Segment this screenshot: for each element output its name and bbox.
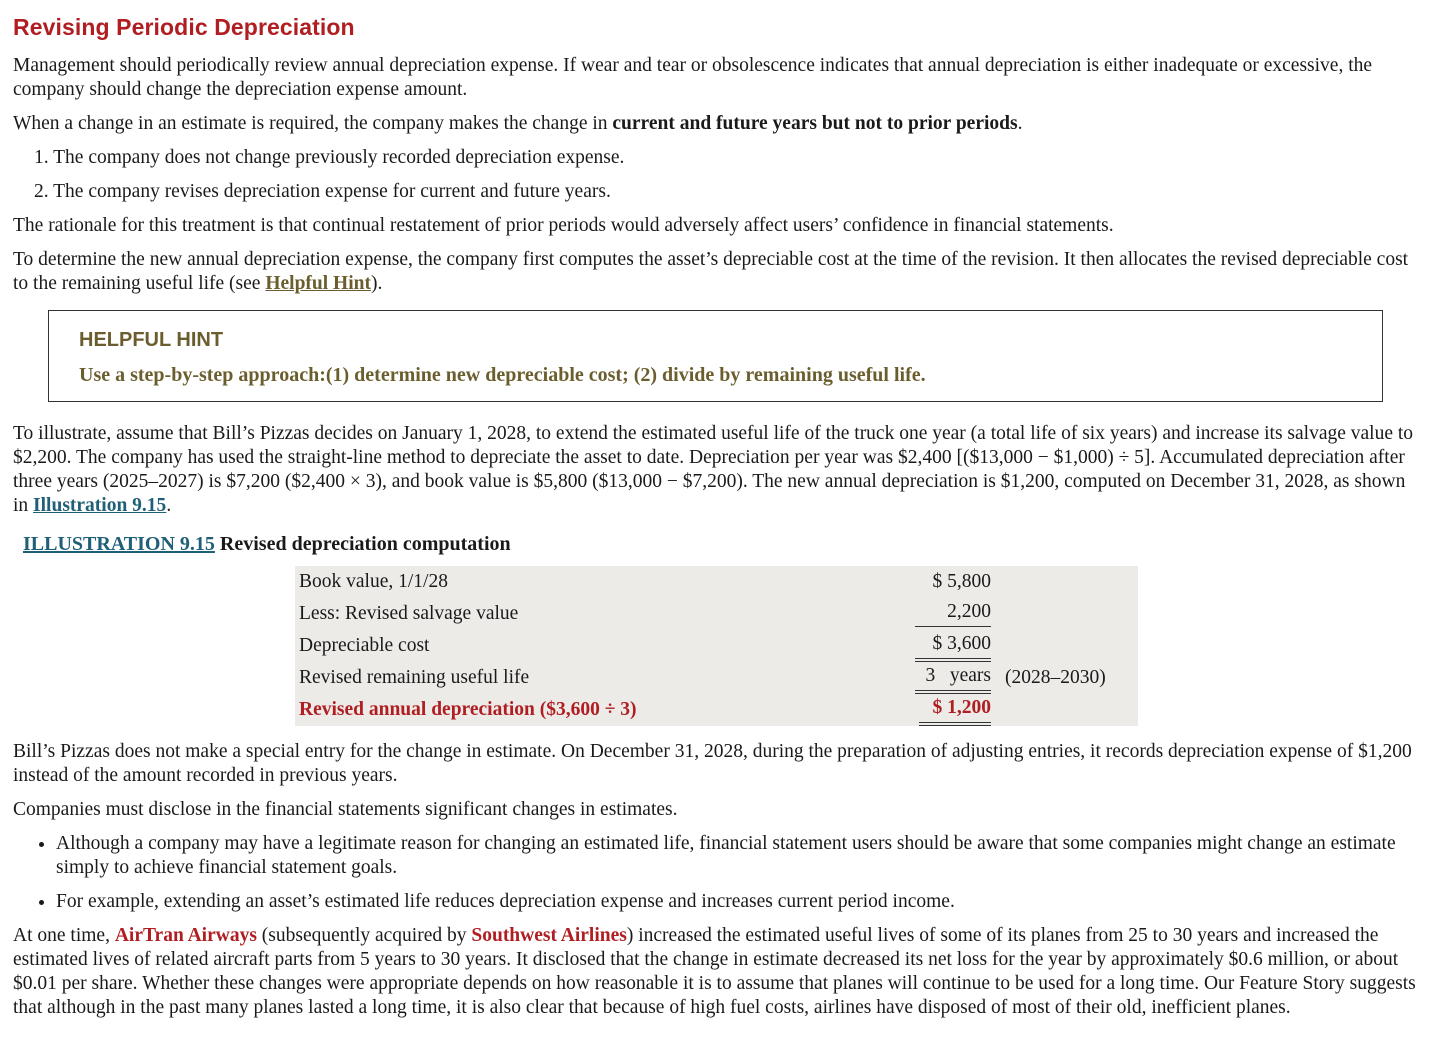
paragraph-airtran-mid: (subsequently acquired by (256, 925, 472, 946)
paragraph-change-text: When a change in an estimate is required, the company makes the change in (13, 113, 613, 134)
row-label: Less: Revised salvage value (299, 603, 519, 624)
row-amount-wrap (889, 694, 991, 726)
list-item: • For example, extending an asset’s estimated life reduces depreciation expense and increases current period income. (56, 890, 1418, 914)
row-amount: $ 1,200 (919, 694, 991, 726)
list-item: 2. The company revises depreciation expense for current and future years. (34, 181, 611, 202)
illustration-title: Revised depreciation computation (214, 533, 511, 555)
row-amount-wrap (889, 630, 991, 662)
paragraph-rationale: The rationale for this treatment is that continual restatement of prior periods would adversely affect users’ confidence in financial statements. (13, 215, 1114, 236)
paragraph-airtran (13, 924, 1418, 1020)
company-airtran: AirTran Airways (114, 925, 257, 946)
row-note: (2028–2030) (1005, 667, 1106, 688)
row-label: Book value, 1/1/28 (299, 571, 448, 592)
illustration-table (295, 566, 1138, 726)
row-label: Revised annual depreciation ($3,600 ÷ 3) (299, 699, 637, 720)
row-amount-wrap (889, 598, 991, 627)
row-amount: $ 5,800 (932, 571, 991, 592)
steps-list (13, 146, 1418, 204)
row-amount-number: 3 (925, 665, 936, 686)
illustration-caption (23, 532, 1418, 556)
paragraph-determine (13, 248, 1418, 296)
paragraph-illustrate-text: To illustrate, assume that Bill’s Pizzas decides on January 1, 2028, to extend the estimated useful life of the truck one year (a total life of six years) and increase its salvage value to $2,200. The company has used the straight-line method to depreciate the asset to date. Depreciation per year was $2,400 [($13,000 − $1,000) ÷ 5]. Accumulated depreciation after three years (2025–2027) is $7,200 ($2,400 × 3), and book value is $5,800 ($13,000 − $7,200). The new annual depreciation is $1,200, computed on December 31, 2028, as shown in (13, 423, 1414, 516)
paragraph-airtran-end: ) increased the estimated useful lives of some of its planes from 25 to 30 years and increased the estimated lives of related aircraft parts from 5 years to 30 years. It disclosed that the change in estimate decreased its net loss for the year by approximately $0.6 million, or about $0.01 per share. Whether these changes were appropriate depends on how reasonable it is to assume that planes will continue to be used for a long time. Our Feature Story suggests that although in the past many planes lasted a long time, it is also clear that because of high fuel costs, airlines have disposed of most of their old, inefficient planes. (13, 925, 1416, 1018)
section-title: Revising Periodic Depreciation (13, 14, 355, 40)
row-label: Depreciable cost (299, 635, 430, 656)
paragraph-change-end: . (1017, 113, 1023, 134)
row-label: Revised remaining useful life (299, 667, 530, 688)
paragraph-illustrate (13, 422, 1418, 518)
company-southwest: Southwest Airlines (471, 925, 627, 946)
paragraph-airtran-text: At one time, (13, 925, 115, 946)
row-amount-wrap (897, 662, 991, 694)
helpful-hint-box (48, 310, 1383, 402)
bullet-list (13, 832, 1418, 914)
list-item: 1. The company does not change previously recorded depreciation expense. (34, 147, 625, 168)
paragraph-determine-end: ). (371, 273, 383, 294)
helpful-hint-link[interactable]: Helpful Hint (265, 273, 371, 294)
row-amount: $ 3,600 (915, 630, 991, 662)
paragraph-illustrate-end: . (166, 495, 172, 516)
row-amount-years (915, 662, 991, 694)
emphasis-current-future: current and future years but not to prior periods (612, 113, 1018, 134)
helpful-hint-text: Use a step-by-step approach:(1) determine new depreciable cost; (2) divide by remaining useful life. (79, 364, 926, 386)
helpful-hint-title: HELPFUL HINT (79, 329, 224, 351)
paragraph-change-estimate (13, 112, 1418, 136)
row-amount: 2,200 (915, 598, 991, 627)
paragraph-disclose: Companies must disclose in the financial statements significant changes in estimates. (13, 799, 678, 820)
paragraph-determine-text: To determine the new annual depreciation expense, the company first computes the asset’s depreciable cost at the time of the revision. It then allocates the revised depreciable cost to the remaining useful life (see (13, 249, 1409, 294)
list-item: • Although a company may have a legitimate reason for changing an estimated life, financial statement users should be aware that some companies might change an estimate simply to achieve financial statement goals. (56, 832, 1418, 880)
illustration-link[interactable]: Illustration 9.15 (33, 495, 167, 516)
paragraph-review: Management should periodically review annual depreciation expense. If wear and tear or obsolescence indicates that annual depreciation is either inadequate or excessive, the company should change the depreciation expense amount. (13, 55, 1373, 100)
row-amount-unit: years (949, 665, 991, 686)
paragraph-no-entry: Bill’s Pizzas does not make a special entry for the change in estimate. On December 31, 2028, during the preparation of adjusting entries, it records depreciation expense of $1,200 instead of the amount recorded in previous years. (13, 741, 1412, 786)
illustration-label-link[interactable]: ILLUSTRATION 9.15 (23, 533, 215, 555)
